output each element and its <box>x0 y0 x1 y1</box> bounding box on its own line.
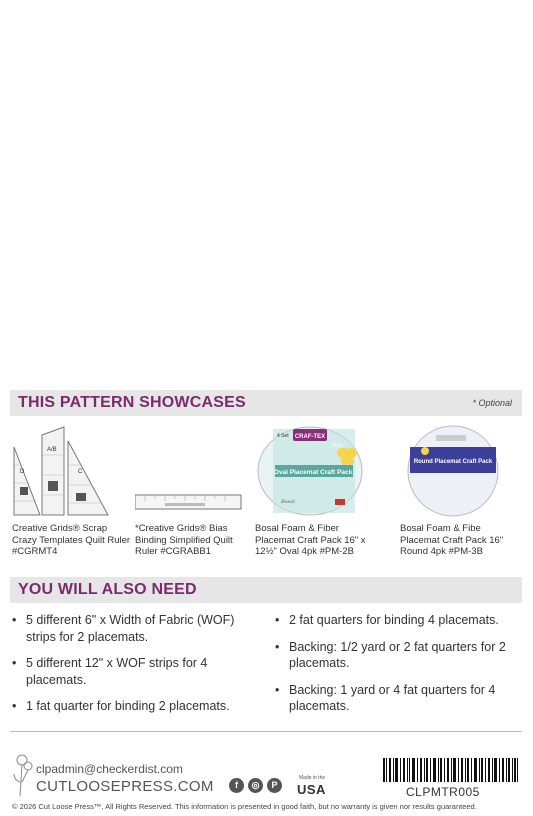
footer-email[interactable]: clpadmin@checkerdist.com <box>36 762 183 776</box>
svg-text:Bosal: Bosal <box>281 499 295 505</box>
copyright-notice: © 2026 Cut Loose Press™, All Rights Reserved. This information is presented in good faith, but no warranty is given nor results guaranteed. <box>12 802 477 811</box>
product-round-placemat-pack <box>400 425 520 558</box>
product-caption: Bosal Foam & Fiber Placemat Craft Pack 16" x 12½" Oval 4pk #PM-2B <box>255 523 366 557</box>
pack-brand: CRAF-TEX <box>294 434 326 440</box>
product-scrap-crazy-ruler <box>12 425 132 558</box>
ruler-mark-c: C <box>78 469 83 475</box>
footer-divider <box>10 731 522 732</box>
list-item: • Backing: 1/2 yard or 2 fat quarters for 2 placemats. <box>275 639 515 672</box>
instagram-icon[interactable]: ◎ <box>248 778 263 793</box>
product-caption: Bosal Foam & Fibe Placemat Craft Pack 16" Round 4pk #PM-3B <box>400 523 504 557</box>
product-bias-binding-ruler <box>135 425 255 558</box>
need-list-right <box>275 612 515 725</box>
showcase-title: THIS PATTERN SHOWCASES <box>18 394 246 411</box>
product-oval-placemat-pack <box>255 425 375 558</box>
product-caption: *Creative Grids® Bias Binding Simplified Quilt Ruler #CGRABB1 <box>135 523 233 557</box>
list-item: • 5 different 6" x Width of Fabric (WOF) strips for 2 placemats. <box>12 612 257 645</box>
footer-website[interactable]: CUTLOOSEPRESS.COM <box>36 778 214 795</box>
showcase-section-header <box>10 390 522 416</box>
list-item: • 1 fat quarter for binding 2 placemats. <box>12 698 257 715</box>
list-item: • 2 fat quarters for binding 4 placemats. <box>275 612 515 629</box>
ruler-mark-d: D <box>20 469 25 475</box>
need-section-header <box>10 577 522 603</box>
bias-ruler-image <box>135 425 255 517</box>
social-links <box>229 778 282 793</box>
pack-title: Round Placemat Craft Pack <box>413 459 493 465</box>
list-item: • 5 different 12" x WOF strips for 4 placemats. <box>12 655 257 688</box>
pinterest-icon[interactable]: P <box>267 778 282 793</box>
facebook-icon[interactable]: f <box>229 778 244 793</box>
need-list-left <box>12 612 257 725</box>
oval-pack-image <box>255 425 375 517</box>
list-item: • Backing: 1 yard or 4 fat quarters for 4 placemats. <box>275 682 515 715</box>
round-pack-image <box>400 425 520 517</box>
ruler-templates-image <box>12 425 132 517</box>
barcode-icon <box>383 758 518 782</box>
sku-code: CLPMTR005 <box>406 785 480 799</box>
pack-title: Oval Placemat Craft Pack <box>273 469 353 476</box>
made-in-label: Made in the <box>299 775 326 781</box>
product-caption: Creative Grids® Scrap Crazy Templates Quilt Ruler #CGRMT4 <box>12 523 131 557</box>
usa-label: USA <box>297 782 326 797</box>
pack-set-count: 4 Set <box>277 433 289 439</box>
pack-sub: Plus <box>331 443 343 449</box>
need-title: YOU WILL ALSO NEED <box>18 581 197 598</box>
optional-note: * Optional <box>472 398 512 408</box>
flower-logo-icon <box>12 752 36 798</box>
ruler-mark-ab: A/B <box>47 447 57 453</box>
